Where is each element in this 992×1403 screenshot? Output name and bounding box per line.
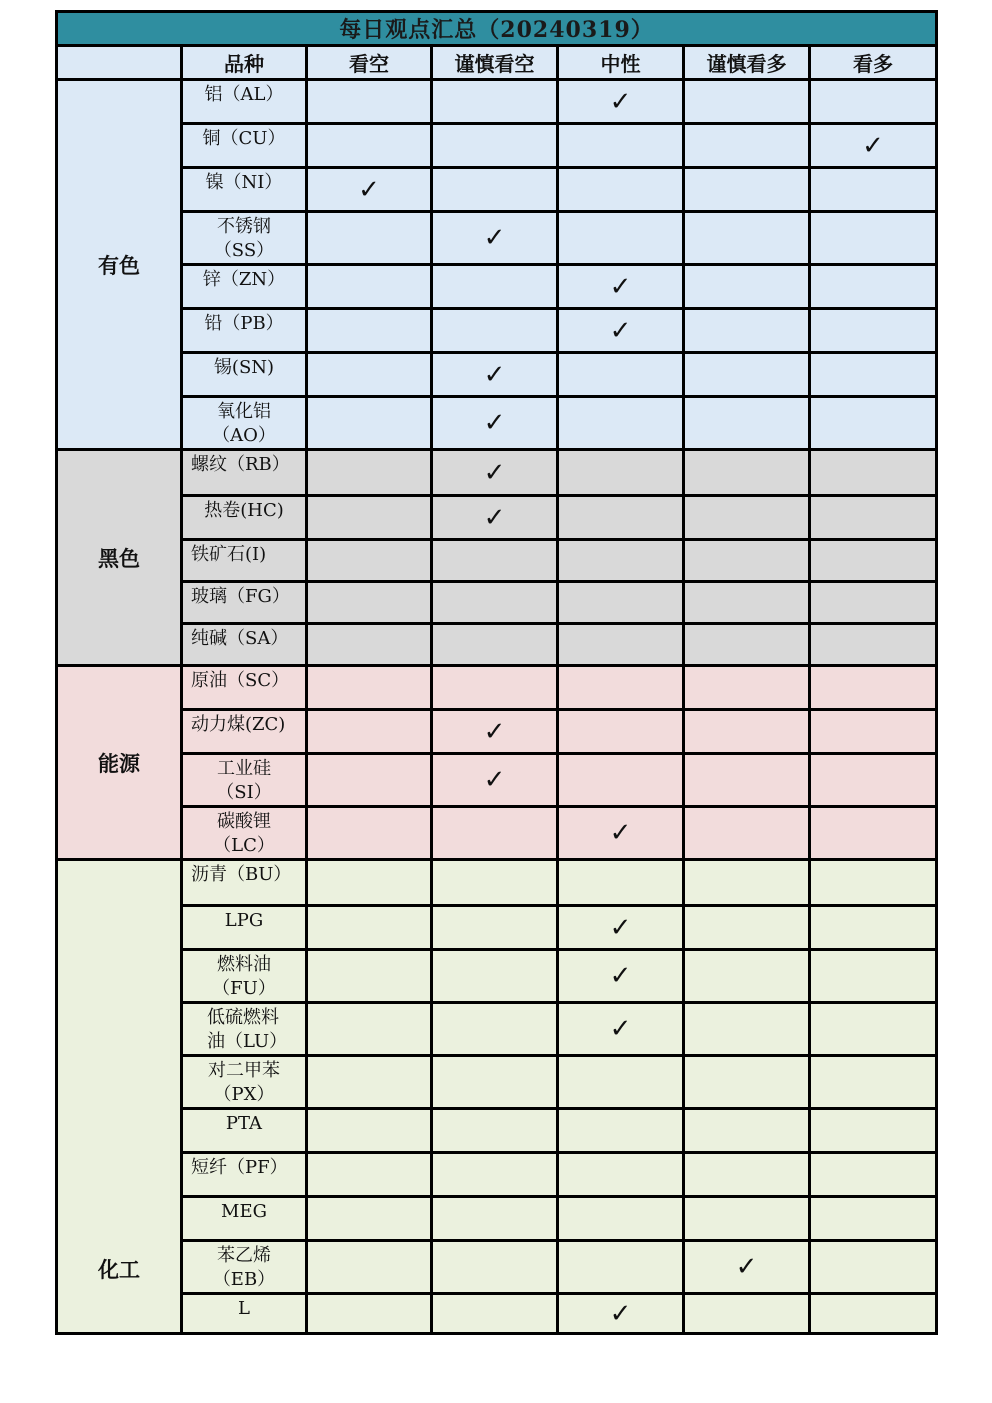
table-row [57,906,937,950]
stance-cell [810,212,937,265]
stance-cell [684,397,810,450]
item-name: 玻璃（FG） [182,582,307,624]
stance-cell [810,666,937,710]
stance-cell [432,397,558,450]
table-row [57,582,937,624]
item-name: 对二甲苯（PX） [182,1056,307,1109]
summary-sheet [55,10,935,1335]
group-label: 黑色 [57,450,182,666]
stance-cell [307,496,432,540]
stance-cell [432,353,558,397]
stance-cell [432,265,558,309]
stance-cell [684,80,810,124]
stance-cell [307,1241,432,1294]
item-name: PTA [182,1109,307,1153]
col-header-neutral: 中性 [558,46,684,80]
stance-cell [432,754,558,807]
stance-cell [684,309,810,353]
table-row [57,754,937,807]
group-header-blank [57,46,182,80]
item-name: 短纤（PF） [182,1153,307,1197]
stance-cell [558,1153,684,1197]
stance-cell [684,168,810,212]
stance-cell [432,807,558,860]
stance-cell [558,807,684,860]
table-row [57,124,937,168]
stance-cell [307,860,432,906]
stance-cell [558,582,684,624]
stance-cell [307,1153,432,1197]
stance-cell [307,950,432,1003]
item-name: 螺纹（RB） [182,450,307,496]
table-row [57,624,937,666]
stance-cell [684,496,810,540]
stance-cell [810,582,937,624]
item-name: 铁矿石(I) [182,540,307,582]
stance-cell [307,168,432,212]
stance-cell [558,710,684,754]
stance-cell [432,1294,558,1334]
stance-cell [432,710,558,754]
table-row [57,168,937,212]
check-icon: ✓ [862,130,884,161]
table-row [57,353,937,397]
stance-cell [432,309,558,353]
stance-cell [810,624,937,666]
stance-cell [684,950,810,1003]
table-row [57,212,937,265]
page-title: 每日观点汇总（20240319） [57,12,937,46]
check-icon: ✓ [483,457,506,488]
check-icon: ✓ [483,716,506,747]
stance-cell [558,666,684,710]
stance-cell [684,1109,810,1153]
stance-table [55,10,938,1335]
stance-cell [307,906,432,950]
stance-cell [558,1109,684,1153]
item-name: 沥青（BU） [182,860,307,906]
item-name: 苯乙烯（EB） [182,1241,307,1294]
stance-cell [558,353,684,397]
check-icon: ✓ [609,86,632,117]
check-icon: ✓ [609,315,632,346]
table-row [57,540,937,582]
stance-cell [810,1241,937,1294]
check-icon: ✓ [483,408,506,438]
stance-cell [810,1294,937,1334]
stance-cell [810,710,937,754]
stance-cell [558,624,684,666]
check-icon: ✓ [483,223,506,253]
stance-cell [307,1197,432,1241]
stance-cell [810,754,937,807]
table-row [57,1109,937,1153]
col-header-bearish: 看空 [307,46,432,80]
stance-cell [810,1109,937,1153]
stance-cell [684,1003,810,1056]
stance-cell [307,1294,432,1334]
stance-cell [810,860,937,906]
stance-cell [810,1003,937,1056]
stance-cell [307,754,432,807]
stance-cell [432,666,558,710]
stance-cell [684,353,810,397]
group-label: 能源 [57,666,182,860]
stance-cell [307,1056,432,1109]
stance-cell [432,80,558,124]
stance-cell [684,1241,810,1294]
table-row [57,397,937,450]
table-row [57,807,937,860]
stance-cell [432,496,558,540]
item-name: 镍（NI） [182,168,307,212]
stance-cell [558,212,684,265]
check-icon: ✓ [483,765,506,795]
stance-cell [558,496,684,540]
table-row [57,80,937,124]
stance-cell [810,397,937,450]
stance-cell [558,450,684,496]
col-header-cautious-bearish: 谨慎看空 [432,46,558,80]
table-row [57,1153,937,1197]
stance-cell [432,1241,558,1294]
stance-cell [810,1197,937,1241]
stance-cell [307,540,432,582]
stance-cell [432,124,558,168]
stance-cell [810,906,937,950]
stance-cell [432,168,558,212]
stance-cell [307,666,432,710]
stance-cell [810,80,937,124]
stance-cell [307,582,432,624]
stance-cell [307,397,432,450]
stance-cell [810,309,937,353]
item-name: 铝（AL） [182,80,307,124]
stance-cell [810,353,937,397]
stance-cell [684,860,810,906]
stance-cell [558,124,684,168]
check-icon: ✓ [609,961,632,991]
table-row [57,666,937,710]
col-header-bullish: 看多 [810,46,937,80]
item-name: MEG [182,1197,307,1241]
stance-cell [810,450,937,496]
stance-cell [432,950,558,1003]
stance-cell [432,1056,558,1109]
stance-cell [810,168,937,212]
check-icon: ✓ [483,359,506,390]
stance-cell [684,754,810,807]
stance-cell [432,1109,558,1153]
check-icon: ✓ [609,271,632,302]
stance-cell [307,1109,432,1153]
table-row [57,1294,937,1334]
stance-cell [307,1003,432,1056]
stance-cell [558,950,684,1003]
stance-cell [558,168,684,212]
table-row [57,950,937,1003]
stance-cell [307,212,432,265]
table-row [57,265,937,309]
stance-cell [684,582,810,624]
table-row [57,860,937,906]
stance-cell [432,906,558,950]
stance-cell [684,624,810,666]
stance-cell [684,212,810,265]
stance-cell [307,624,432,666]
item-name: 碳酸锂（LC） [182,807,307,860]
stance-cell [810,950,937,1003]
check-icon: ✓ [609,912,632,943]
stance-cell [810,1153,937,1197]
table-row [57,1056,937,1109]
check-icon: ✓ [609,1298,632,1329]
item-name: 铜（CU） [182,124,307,168]
check-icon: ✓ [609,1014,632,1044]
table-row [57,450,937,496]
item-name: 氧化铝（AO） [182,397,307,450]
stance-cell [307,265,432,309]
item-name: 动力煤(ZC) [182,710,307,754]
stance-cell [307,353,432,397]
check-icon: ✓ [609,818,632,848]
stance-cell [307,309,432,353]
item-name: L [182,1294,307,1334]
item-name: 工业硅（SI） [182,754,307,807]
stance-cell [558,309,684,353]
stance-cell [684,124,810,168]
stance-cell [684,265,810,309]
check-icon: ✓ [735,1252,758,1282]
stance-cell [558,860,684,906]
table-row [57,309,937,353]
item-name: 锌（ZN） [182,265,307,309]
stance-cell [432,624,558,666]
stance-cell [558,397,684,450]
stance-cell [684,1197,810,1241]
stance-cell [558,265,684,309]
stance-cell [432,1197,558,1241]
stance-cell [684,1294,810,1334]
stance-cell [307,450,432,496]
group-label: 有色 [57,80,182,450]
item-name: LPG [182,906,307,950]
stance-cell [558,540,684,582]
table-row [57,1003,937,1056]
stance-cell [558,80,684,124]
stance-cell [432,212,558,265]
stance-cell [810,1056,937,1109]
stance-cell [432,1003,558,1056]
item-name: 锡(SN) [182,353,307,397]
table-row [57,1241,937,1294]
stance-cell [684,906,810,950]
item-name: 纯碱（SA） [182,624,307,666]
stance-cell [810,124,937,168]
stance-cell [432,860,558,906]
stance-cell [810,807,937,860]
col-header-item: 品种 [182,46,307,80]
stance-cell [810,265,937,309]
stance-cell [432,540,558,582]
stance-cell [684,710,810,754]
stance-cell [432,450,558,496]
item-name: 低硫燃料油（LU） [182,1003,307,1056]
stance-cell [810,540,937,582]
table-row [57,710,937,754]
stance-cell [684,540,810,582]
item-name: 不锈钢（SS） [182,212,307,265]
stance-cell [432,582,558,624]
table-row [57,496,937,540]
stance-cell [558,906,684,950]
stance-cell [684,1153,810,1197]
group-label: 化工 [57,860,182,1334]
stance-cell [307,807,432,860]
stance-cell [558,1197,684,1241]
stance-cell [307,710,432,754]
item-name: 热卷(HC) [182,496,307,540]
stance-cell [684,1056,810,1109]
stance-cell [307,124,432,168]
stance-cell [558,1294,684,1334]
table-row [57,1197,937,1241]
stance-cell [558,754,684,807]
check-icon: ✓ [483,502,506,533]
stance-cell [684,807,810,860]
check-icon: ✓ [358,174,380,205]
stance-cell [558,1003,684,1056]
stance-cell [810,496,937,540]
item-name: 铅（PB） [182,309,307,353]
stance-cell [432,1153,558,1197]
item-name: 燃料油（FU） [182,950,307,1003]
stance-cell [558,1241,684,1294]
stance-cell [558,1056,684,1109]
stance-cell [684,666,810,710]
stance-cell [307,80,432,124]
stance-cell [684,450,810,496]
item-name: 原油（SC） [182,666,307,710]
col-header-cautious-bullish: 谨慎看多 [684,46,810,80]
